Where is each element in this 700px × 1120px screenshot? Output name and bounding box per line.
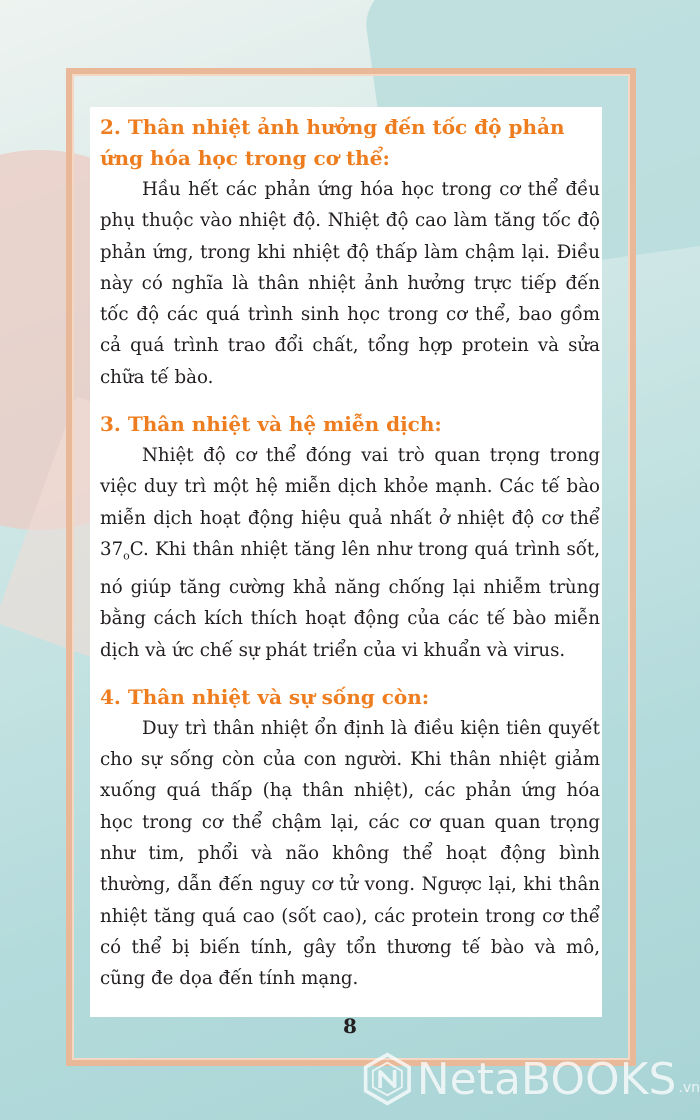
- section-paragraph: Duy trì thân nhiệt ổn định là điều kiện tiên quyết cho sự sống còn của con người. Khi thân nhiệt giảm xuống quá thấp (hạ thân nhiệt), các phản ứng hóa học trong cơ thể chậm lại, các cơ quan quan trọng như tim, phổi và não không thể hoạt động bình thường, dẫn đến nguy cơ tử vong. Ngược lại, khi thân nhiệt tăng quá cao (sốt cao), các protein trong cơ thể có thể bị biến tính, gây tổn thương tế bào và mô, cũng đe dọa đến tính mạng.: [100, 717, 600, 990]
- section-paragraph: [100, 440, 600, 666]
- netabooks-logo-icon: [362, 1049, 413, 1109]
- watermark-brand: NetaBOOKS: [416, 1053, 677, 1105]
- watermark-suffix: .vn: [678, 1080, 700, 1096]
- watermark: [362, 1044, 700, 1114]
- section-heading: 2. Thân nhiệt ảnh hưởng đến tốc độ phản ứng hóa học trong cơ thể:: [100, 115, 565, 170]
- page-content: [100, 112, 600, 994]
- paragraph-text: Nhiệt độ cơ thể đóng vai trò quan trọng trong việc duy trì một hệ miễn dịch khỏe mạnh. Các tế bào miễn dịch hoạt động hiệu quả nhất ở nhiệt độ cơ thể 37: [100, 445, 600, 560]
- degree-symbol: o: [123, 549, 130, 563]
- section-heading: 3. Thân nhiệt và hệ miễn dịch:: [100, 412, 442, 437]
- section-paragraph: Hầu hết các phản ứng hóa học trong cơ thể đều phụ thuộc vào nhiệt độ. Nhiệt độ cao làm tăng tốc độ phản ứng, trong khi nhiệt độ thấp làm chậm lại. Điều này có nghĩa là thân nhiệt ảnh hưởng trực tiếp đến tốc độ các quá trình sinh học trong cơ thể, bao gồm cả quá trình trao đổi chất, tổng hợp protein và sửa chữa tế bào.: [100, 179, 600, 388]
- section-heading: 4. Thân nhiệt và sự sống còn:: [100, 684, 430, 709]
- paragraph-text: C. Khi thân nhiệt tăng lên như trong quá trình sốt, nó giúp tăng cường khả năng chống lại nhiễm trùng bằng cách kích thích hoạt động của các tế bào miễn dịch và ức chế sự phát triển của vi khuẩn và virus.: [100, 538, 600, 661]
- page-number: 8: [343, 1014, 357, 1038]
